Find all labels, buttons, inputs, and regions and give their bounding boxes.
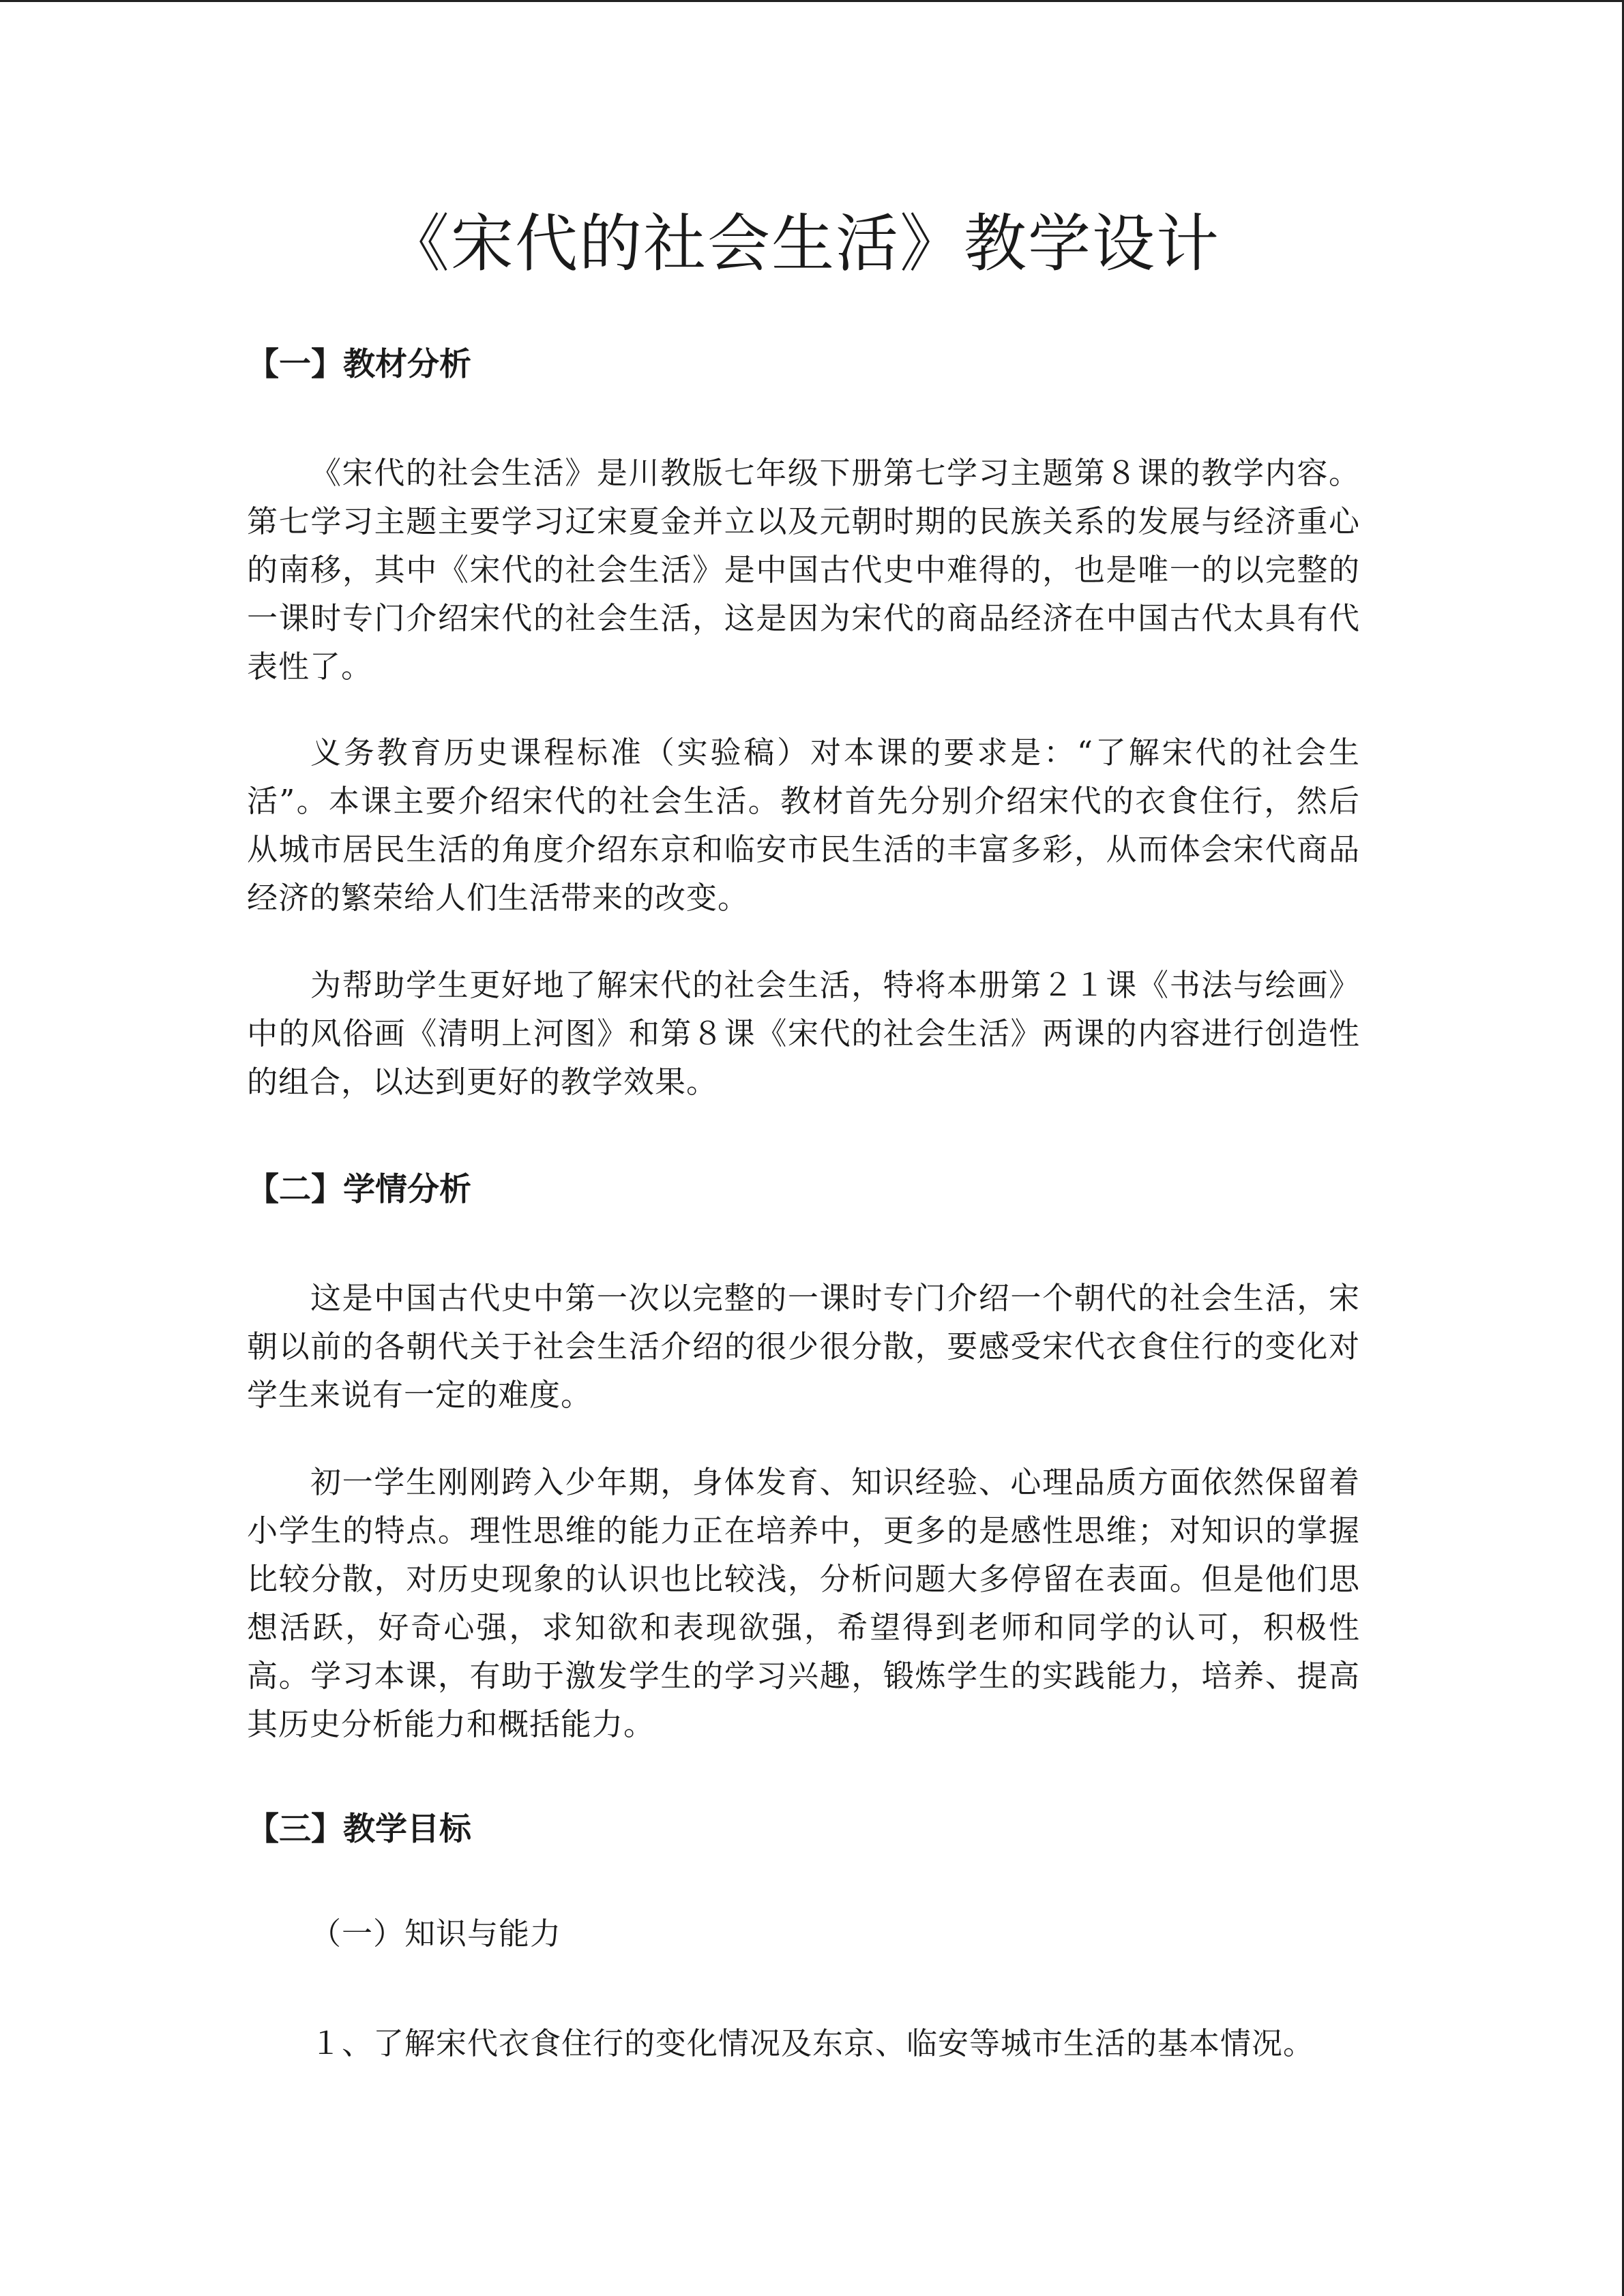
paragraph: 《宋代的社会生活》是川教版七年级下册第七学习主题第８课的教学内容。第七学习主题主要学习辽宋夏金并立以及元朝时期的民族关系的发展与经济重心的南移，其中《宋代的社会生活》是中国古代史中难得的，也是唯一的以完整的一课时专门介绍宋代的社会生活，这是因为宋代的商品经济在中国古代太具有代表性了。	[247, 455, 1360, 685]
paragraph: 义务教育历史课程标准（实验稿）对本课的要求是：“了解宋代的社会生活”。本课主要介绍宋代的社会生活。教材首先分别介绍宋代的衣食住行，然后从城市居民生活的角度介绍东京和临安市民生活的丰富多彩，从而体会宋代商品经济的繁荣给人们生活带来的改变。	[247, 734, 1360, 916]
document-title: 《宋代的社会生活》教学设计	[386, 207, 1220, 280]
paragraph: 这是中国古代史中第一次以完整的一课时专门介绍一个朝代的社会生活，宋朝以前的各朝代关于社会生活介绍的很少很分散，要感受宋代衣食住行的变化对学生来说有一定的难度。	[247, 1280, 1360, 1413]
subsection-heading: （一）知识与能力	[310, 1915, 562, 1952]
list-item: １、了解宋代衣食住行的变化情况及东京、临安等城市生活的基本情况。	[310, 2025, 1315, 2061]
section-heading-student-analysis: 【二】学情分析	[247, 1171, 471, 1208]
section-heading-teaching-goals: 【三】教学目标	[247, 1810, 471, 1848]
paragraph: 为帮助学生更好地了解宋代的社会生活，特将本册第２１课《书法与绘画》中的风俗画《清明上河图》和第８课《宋代的社会生活》两课的内容进行创造性的组合，以达到更好的教学效果。	[247, 967, 1360, 1100]
paragraph: 初一学生刚刚跨入少年期，身体发育、知识经验、心理品质方面依然保留着小学生的特点。理性思维的能力正在培养中，更多的是感性思维；对知识的掌握比较分散，对历史现象的认识也比较浅，分析问题大多停留在表面。但是他们思想活跃，好奇心强，求知欲和表现欲强，希望得到老师和同学的认可，积极性高。学习本课，有助于激发学生的学习兴趣，锻炼学生的实践能力，培养、提高其历史分析能力和概括能力。	[247, 1464, 1360, 1742]
section-heading-textbook-analysis: 【一】教材分析	[247, 346, 471, 383]
